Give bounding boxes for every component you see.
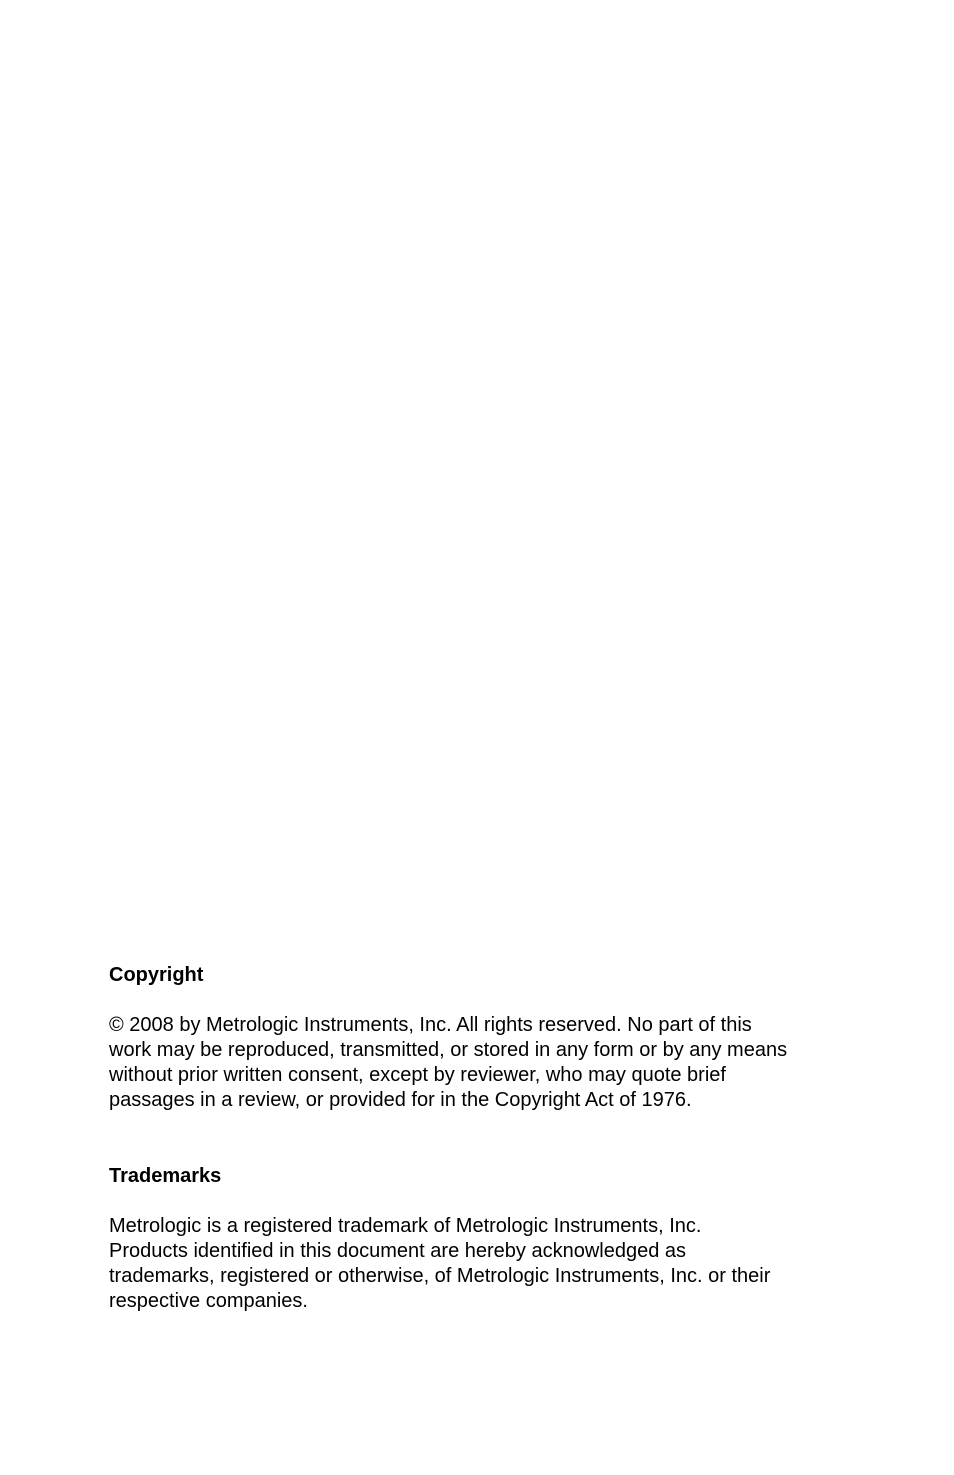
- trademarks-paragraph: [109, 1214, 869, 1314]
- trademarks-line: respective companies.: [109, 1290, 308, 1312]
- copyright-paragraph: [109, 1013, 869, 1113]
- copyright-line: © 2008 by Metrologic Instruments, Inc. All rights reserved. No part of this: [109, 1014, 752, 1036]
- copyright-heading: Copyright: [109, 964, 204, 986]
- trademarks-line: trademarks, registered or otherwise, of Metrologic Instruments, Inc. or their: [109, 1265, 771, 1287]
- copyright-section: [109, 963, 869, 1113]
- trademarks-heading: Trademarks: [109, 1165, 222, 1187]
- copyright-line: passages in a review, or provided for in the Copyright Act of 1976.: [109, 1089, 692, 1111]
- copyright-line: work may be reproduced, transmitted, or stored in any form or by any means: [109, 1039, 788, 1061]
- trademarks-line: Metrologic is a registered trademark of Metrologic Instruments, Inc.: [109, 1215, 702, 1237]
- trademarks-line: Products identified in this document are hereby acknowledged as: [109, 1240, 687, 1262]
- copyright-line: without prior written consent, except by reviewer, who may quote brief: [109, 1064, 726, 1086]
- trademarks-section: [109, 1164, 869, 1314]
